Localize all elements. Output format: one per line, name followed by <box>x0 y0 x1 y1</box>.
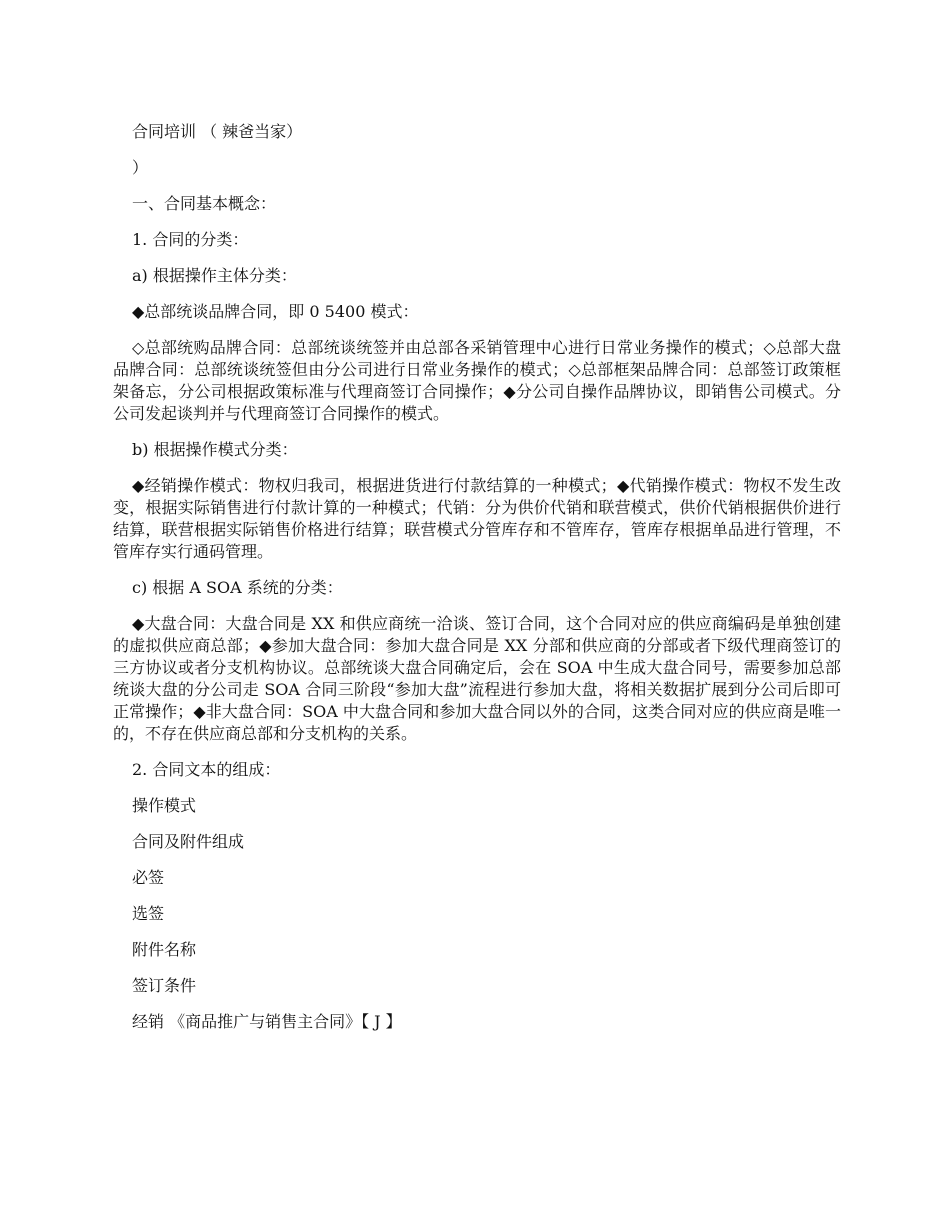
list-heading: b) 根据操作模式分类： <box>132 440 298 459</box>
doc-title: 合同培训 （ 辣爸当家） <box>132 122 303 141</box>
list-item: 附件名称 <box>132 940 197 959</box>
section-heading: 一、合同基本概念： <box>132 194 277 213</box>
paragraph: ◇总部统购品牌合同：总部统谈统签并由总部各采销管理中心进行日常业务操作的模式；◇总部大盘品牌合同：总部统谈统签但由分公司进行日常业务操作的模式；◇总部框架品牌合同：总部签订政策框架备忘，分公司根据政策标准与代理商签订合同操作；◆分公司自操作品牌协议，即销售公司模式。分公司发起谈判并与代理商签订合同操作的模式。 <box>113 338 841 423</box>
list-item: 必签 <box>132 868 165 887</box>
paragraph: ） <box>132 158 149 177</box>
document-body <box>113 121 841 1047</box>
list-item: 选签 <box>132 904 165 923</box>
list-item: 合同及附件组成 <box>132 832 245 851</box>
paragraph: ◆经销操作模式：物权归我司，根据进货进行付款结算的一种模式；◆代销操作模式：物权不发生改变，根据实际销售进行付款计算的一种模式；代销：分为供价代销和联营模式，供价代销根据供价进行结算，联营根据实际销售价格进行结算；联营模式分管库存和不管库存，管库存根据单品进行管理，不管库存实行通码管理。 <box>113 476 841 561</box>
list-item: 经销 《商品推广与销售主合同》【 J 】 <box>132 1012 402 1031</box>
list-item: 签订条件 <box>132 976 197 995</box>
subsection-heading: 2. 合同文本的组成： <box>132 760 281 779</box>
list-item: 操作模式 <box>132 796 197 815</box>
list-heading: a) 根据操作主体分类： <box>132 266 297 285</box>
list-heading: c) 根据 A SOA 系统的分类： <box>132 578 343 597</box>
subsection-heading: 1. 合同的分类： <box>132 230 249 249</box>
paragraph: ◆总部统谈品牌合同，即 0 5400 模式： <box>132 302 419 321</box>
paragraph: ◆大盘合同：大盘合同是 XX 和供应商统一洽谈、签订合同，这个合同对应的供应商编码是单独创建的虚拟供应商总部；◆参加大盘合同：参加大盘合同是 XX 分部和供应商的分部或者下级代理商签订的三方协议或者分支机构协议。总部统谈大盘合同确定后，会在 SOA 中生成大盘合同号，需要参加总部统谈大盘的分公司走 SOA 合同三阶段“参加大盘”流程进行参加大盘，将相关数据扩展到分公司后即可正常操作；◆非大盘合同：SOA 中大盘合同和参加大盘合同以外的合同，这类合同对应的供应商是唯一的，不存在供应商总部和分支机构的关系。 <box>113 614 841 743</box>
